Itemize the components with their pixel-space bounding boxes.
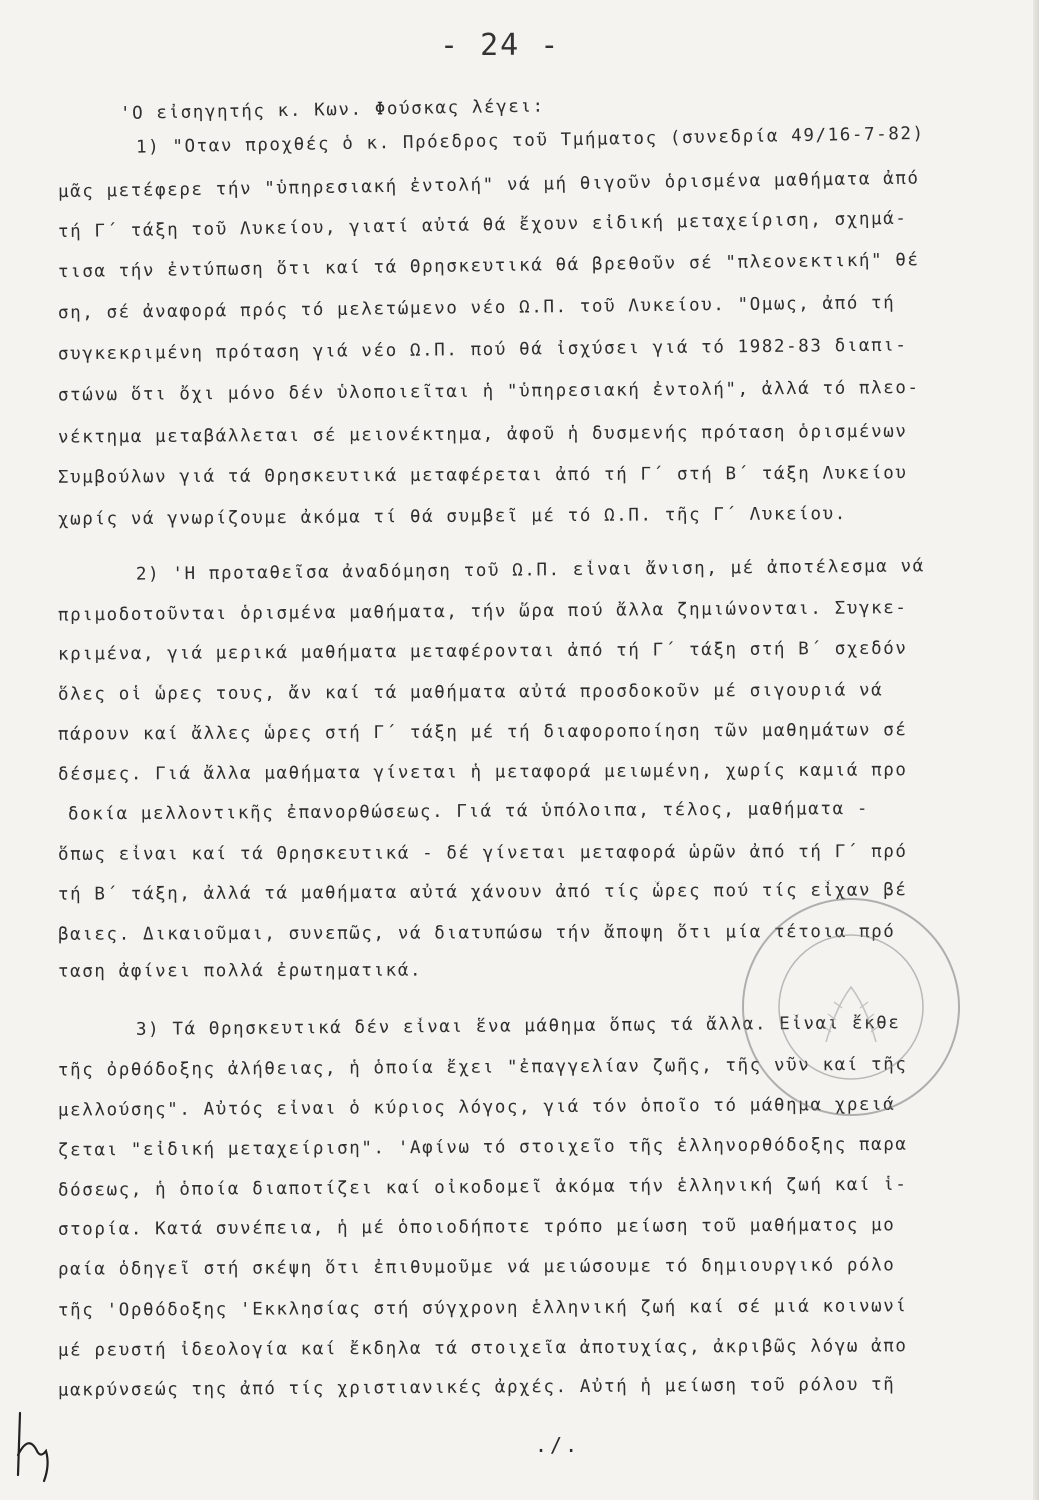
- text-line: ζεται "εἰδική μεταχείριση". 'Αφίνω τό στοιχεῖο τῆς ἑλληνορθόδοξης παρα: [57, 1134, 908, 1161]
- text-line: μακρύνσεώς της ἀπό τίς χριστιανικές ἀρχές. Αὐτή ἡ μείωση τοῦ ρόλου τῆ: [57, 1374, 896, 1401]
- text-line: χωρίς νά γνωρίζουμε ἀκόμα τί θά συμβεῖ μέ τό Ω.Π. τῆς Γ΄ Λυκείου.: [57, 504, 847, 530]
- text-line: μελλούσης". Αὐτός εἶναι ὁ κύριος λόγος, γιά τόν ὁποῖο τό μάθημα χρειά: [57, 1094, 896, 1121]
- page-number: - 24 -: [440, 28, 561, 63]
- text-line: ταση ἀφίνει πολλά ἐρωτηματικά.: [57, 960, 423, 982]
- signature-mark: [6, 1405, 76, 1485]
- text-line: 1) "Οταν προχθές ὁ κ. Πρόεδρος τοῦ Τμήματος (συνεδρία 49/16-7-82): [135, 123, 925, 158]
- text-line: δέσμες. Γιά ἄλλα μαθήματα γίνεται ἡ μεταφορά μειωμένη, χωρίς καμιά προ: [57, 760, 908, 785]
- text-line: ραία ὁδηγεῖ στή σκέψη ὅτι ἐπιθυμοῦμε νά μειώσουμε τό δημιουργικό ρόλο: [57, 1255, 896, 1280]
- text-line: μᾶς μετέφερε τήν "ὑπηρεσιακή ἐντολή" νά μή θιγοῦν ὁρισμένα μαθήματα ἀπό: [57, 168, 920, 203]
- text-line: στώνω ὅτι ὄχι μόνο δέν ὑλοποιεῖται ἡ "ὑπηρεσιακή ἐντολή", ἀλλά τό πλεο-: [57, 377, 920, 406]
- text-line: Συμβούλων γιά τά Θρησκευτικά μεταφέρεται ἀπό τή Γ΄ στή Β΄ τάξη Λυκείου: [57, 463, 908, 488]
- text-line: 'Ο εἰσηγητής κ. Κων. Φούσκας λέγει:: [119, 96, 545, 124]
- text-line: δόσεως, ἡ ὁποία διαποτίζει καί οἰκοδομεῖ ἀκόμα τήν ἑλληνική ζωή καί ἱ-: [57, 1174, 908, 1201]
- text-line: ὅπως εἶναι καί τά Θρησκευτικά - δέ γίνεται μεταφορά ὡρῶν ἀπό τή Γ΄ πρό: [57, 841, 908, 865]
- text-line: μέ ρευστή ἰδεολογία καί ἔκδηλα τά στοιχεῖα ἀποτυχίας, ἀκριβῶς λόγω ἀπο: [57, 1336, 908, 1361]
- text-line: στορία. Κατά συνέπεια, ἡ μέ ὁποιοδήποτε τρόπο μείωση τοῦ μαθήματος μο: [57, 1215, 896, 1240]
- text-line: ση, σέ ἀναφορά πρός τό μελετώμενο νέο Ω.Π. τοῦ Λυκείου. "Ομως, ἀπό τή: [57, 293, 896, 324]
- text-line: 2) 'Η προταθεῖσα ἀναδόμηση τοῦ Ω.Π. εἶναι ἄνιση, μέ ἀποτέλεσμα νά: [135, 556, 925, 585]
- text-line: πάρουν καί ἄλλες ὧρες στή Γ΄ τάξη μέ τή διαφοροποίηση τῶν μαθημάτων σέ: [57, 720, 908, 745]
- text-line: νέκτημα μεταβάλλεται σέ μειονέκτημα, ἀφοῦ ἡ δυσμενής πρόταση ὁρισμένων: [57, 421, 908, 448]
- text-line: τῆς ὀρθόδοξης ἀλήθειας, ἡ ὁποία ἔχει "ἐπαγγελίαν ζωῆς, τῆς νῦν καί τῆς: [57, 1054, 908, 1081]
- page-edge: [1033, 0, 1039, 1500]
- end-mark: ./.: [535, 1433, 581, 1457]
- text-line: συγκεκριμένη πρόταση γιά νέο Ω.Π. πού θά ἰσχύσει γιά τό 1982-83 διαπι-: [57, 335, 908, 365]
- text-line: τισα τήν ἐντύπωση ὅτι καί τά Θρησκευτικά θά βρεθοῦν σέ "πλεονεκτική" θέ: [57, 250, 920, 283]
- text-line: βαιες. Δικαιοῦμαι, συνεπῶς, νά διατυπώσω τήν ἄποψη ὅτι μία τέτοια πρό: [57, 921, 896, 945]
- text-line: τῆς 'Ορθόδοξης 'Εκκλησίας στή σύγχρονη ἑλληνική ζωή καί σέ μιά κοινωνί: [57, 1296, 908, 1321]
- text-line: δοκία μελλοντικῆς ἐπανορθώσεως. Γιά τά ὑπόλοιπα, τέλος, μαθήματα -: [67, 798, 870, 825]
- text-line: ὅλες οἱ ὧρες τους, ἄν καί τά μαθήματα αὐτά προσδοκοῦν μέ σιγουριά νά: [57, 680, 884, 705]
- official-stamp: [736, 892, 966, 1122]
- text-line: τή Γ΄ τάξη τοῦ Λυκείου, γιατί αὐτά θά ἔχουν εἰδική μεταχείριση, σχημά-: [57, 208, 908, 243]
- text-line: 3) Τά Θρησκευτικά δέν εἶναι ἕνα μάθημα ὅπως τά ἄλλα. Εἶναι ἔκθε: [135, 1013, 901, 1040]
- text-line: τή Β΄ τάξη, ἀλλά τά μαθήματα αὐτά χάνουν ἀπό τίς ὧρες πού τίς εἶχαν βέ: [57, 880, 908, 905]
- text-line: πριμοδοτοῦνται ὁρισμένα μαθήματα, τήν ὥρα πού ἄλλα ζημιώνονται. Συγκε-: [57, 598, 908, 626]
- text-line: κριμένα, γιά μερικά μαθήματα μεταφέρονται ἀπό τή Γ΄ τάξη στή Β΄ σχεδόν: [57, 638, 908, 665]
